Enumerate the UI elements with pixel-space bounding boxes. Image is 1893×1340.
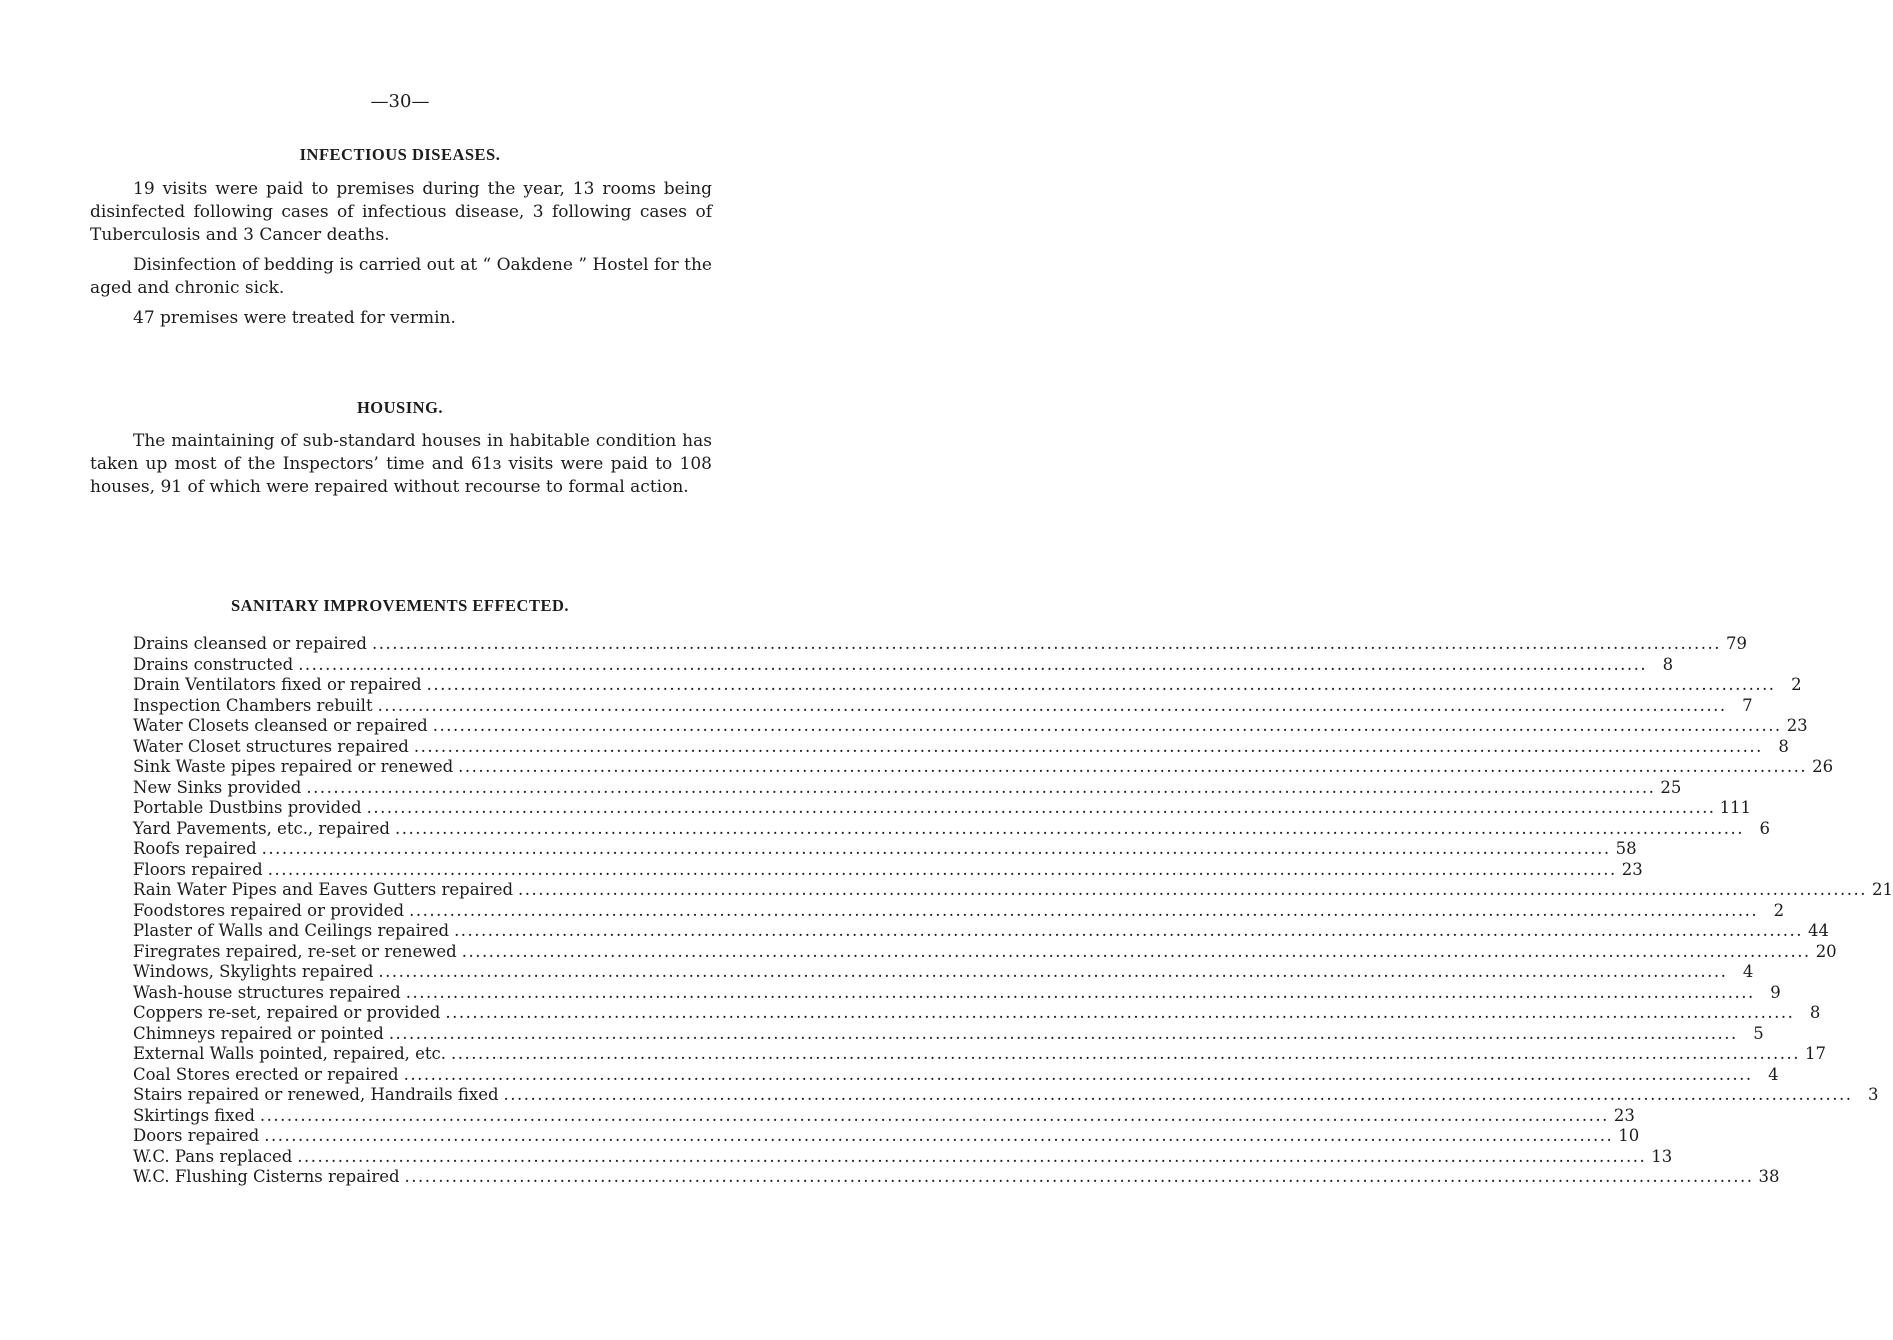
item-value: 13: [1651, 1146, 1673, 1166]
item-label: New Sinks provided: [133, 777, 302, 797]
item-value: 10: [1618, 1126, 1640, 1145]
dot-leader: ........................................................................................................................................................................................................: [297, 1146, 1647, 1166]
item-label: Wash-house structures repaired: [133, 982, 401, 1002]
item-label: External Walls pointed, repaired, etc.: [133, 1044, 447, 1063]
list-item: [133, 962, 1754, 983]
dot-leader: ........................................................................................................................................................................................................: [403, 1064, 1753, 1084]
item-value: 17: [1805, 1044, 1826, 1063]
infectious-diseases-heading: INFECTIOUS DISEASES.: [299, 145, 501, 164]
dot-leader: ........................................................................................................................................................................................................: [461, 941, 1811, 961]
item-value: 8: [1662, 654, 1674, 674]
item-value: 38: [1758, 1167, 1780, 1186]
item-label: Coppers re-set, repaired or provided: [133, 1003, 441, 1022]
list-item: [133, 921, 1830, 942]
list-item: [133, 1146, 1673, 1168]
list-item: [133, 1003, 1821, 1024]
item-value: 23: [1613, 1105, 1635, 1125]
item-value: 6: [1759, 818, 1770, 838]
item-label: Floors repaired: [133, 859, 263, 879]
infectious-paragraph-visits: 19 visits were paid to premises during the year, 13 rooms being disinfected following cases of infectious disease, 3 following cases of Tuberculosis and 3 Cancer deaths.: [90, 179, 712, 245]
dot-leader: ........................................................................................................................................................................................................: [298, 654, 1648, 674]
dot-leader: ........................................................................................................................................................................................................: [454, 921, 1804, 940]
list-item: [133, 1105, 1635, 1127]
dot-leader: ........................................................................................................................................................................................................: [432, 716, 1782, 735]
list-item: [133, 798, 1752, 819]
item-label: Drains constructed: [133, 654, 294, 674]
item-label: W.C. Pans replaced: [133, 1146, 293, 1166]
dot-leader: ........................................................................................................................................................................................................: [503, 1085, 1853, 1104]
item-label: Skirtings fixed: [133, 1105, 255, 1125]
item-value: 26: [1812, 757, 1834, 776]
item-value: 2: [1791, 675, 1802, 694]
item-label: Water Closet structures repaired: [133, 736, 409, 756]
list-item: [133, 757, 1834, 778]
item-label: Foodstores repaired or provided: [133, 900, 405, 920]
dot-leader: ........................................................................................................................................................................................................: [377, 695, 1727, 715]
list-item: [133, 1064, 1779, 1086]
item-value: 5: [1753, 1023, 1764, 1043]
dot-leader: ........................................................................................................................................................................................................: [405, 982, 1755, 1002]
dot-leader: ........................................................................................................................................................................................................: [306, 777, 1656, 797]
item-value: 58: [1615, 839, 1637, 858]
list-item: [133, 880, 1893, 901]
item-label: Chimneys repaired or pointed: [133, 1023, 384, 1043]
list-item: [133, 716, 1808, 737]
sanitary-improvements-heading: SANITARY IMPROVEMENTS EFFECTED.: [230, 596, 570, 615]
item-value: 25: [1660, 777, 1682, 797]
list-item: [133, 1167, 1780, 1188]
item-label: Rain Water Pipes and Eaves Gutters repaired: [133, 880, 514, 899]
dot-leader: ........................................................................................................................................................................................................: [261, 839, 1611, 858]
list-item: [133, 1044, 1826, 1065]
list-item: [133, 777, 1682, 799]
item-value: 23: [1786, 716, 1808, 735]
dot-leader: ........................................................................................................................................................................................................: [378, 962, 1728, 981]
page-number: —30—: [370, 91, 430, 112]
dot-leader: ........................................................................................................................................................................................................: [404, 1167, 1754, 1186]
dot-leader: ........................................................................................................................................................................................................: [366, 798, 1716, 817]
infectious-paragraph-bedding: Disinfection of bedding is carried out at “ Oakdene ” Hostel for the aged and chronic sick.: [90, 255, 712, 298]
list-item: [133, 839, 1637, 860]
item-value: 2: [1773, 900, 1785, 920]
dot-leader: ........................................................................................................................................................................................................: [371, 634, 1721, 653]
item-label: Windows, Skylights repaired: [133, 962, 374, 981]
item-label: Drains cleansed or repaired: [133, 634, 367, 653]
dot-leader: ........................................................................................................................................................................................................: [426, 675, 1776, 694]
dot-leader: ........................................................................................................................................................................................................: [413, 736, 1763, 756]
item-label: Stairs repaired or renewed, Handrails fixed: [133, 1085, 499, 1104]
dot-leader: ........................................................................................................................................................................................................: [264, 1126, 1614, 1145]
dot-leader: ........................................................................................................................................................................................................: [409, 900, 1759, 920]
dot-leader: ........................................................................................................................................................................................................: [445, 1003, 1795, 1022]
dot-leader: ........................................................................................................................................................................................................: [394, 818, 1744, 838]
list-item: [133, 654, 1674, 676]
list-item: [133, 941, 1837, 963]
item-label: Coal Stores erected or repaired: [133, 1064, 399, 1084]
list-item: [133, 982, 1781, 1004]
item-label: Roofs repaired: [133, 839, 257, 858]
list-item: [133, 900, 1785, 922]
list-item: [133, 859, 1643, 881]
item-label: Portable Dustbins provided: [133, 798, 362, 817]
item-value: 44: [1808, 921, 1830, 940]
dot-leader: ........................................................................................................................................................................................................: [267, 859, 1617, 879]
sanitary-improvements-list: [133, 634, 1893, 1188]
item-value: 4: [1742, 962, 1754, 981]
list-item: [133, 675, 1802, 696]
dot-leader: ........................................................................................................................................................................................................: [518, 880, 1868, 899]
item-value: 4: [1768, 1064, 1779, 1084]
item-label: Sink Waste pipes repaired or renewed: [133, 757, 454, 776]
list-item: [133, 1023, 1764, 1045]
item-value: 111: [1719, 798, 1752, 817]
item-label: Drain Ventilators fixed or repaired: [133, 675, 422, 694]
housing-heading: HOUSING.: [356, 398, 444, 417]
item-value: 9: [1770, 982, 1781, 1002]
dot-leader: ........................................................................................................................................................................................................: [451, 1044, 1800, 1063]
item-value: 7: [1742, 695, 1753, 715]
housing-paragraph: The maintaining of sub-standard houses in habitable condition has taken up most of the Inspectors’ time and 61ɜ visits were paid to 108 houses, 91 of which were repaired without recourse to formal action.: [90, 431, 712, 497]
item-value: 8: [1809, 1003, 1821, 1022]
list-item: [133, 695, 1753, 717]
item-value: 23: [1621, 859, 1643, 879]
dot-leader: ........................................................................................................................................................................................................: [388, 1023, 1738, 1043]
item-value: 3: [1868, 1085, 1879, 1104]
item-label: Firegrates repaired, re-set or renewed: [133, 941, 457, 961]
item-label: Inspection Chambers rebuilt: [133, 695, 373, 715]
item-label: Yard Pavements, etc., repaired: [133, 818, 390, 838]
item-label: Plaster of Walls and Ceilings repaired: [133, 921, 450, 940]
list-item: [133, 818, 1770, 840]
item-label: W.C. Flushing Cisterns repaired: [133, 1167, 400, 1186]
dot-leader: ........................................................................................................................................................................................................: [458, 757, 1808, 776]
infectious-paragraph-vermin: 47 premises were treated for vermin.: [133, 308, 456, 328]
item-label: Doors repaired: [133, 1126, 260, 1145]
item-value: 79: [1725, 634, 1747, 653]
item-value: 20: [1815, 941, 1837, 961]
list-item: [133, 1085, 1879, 1106]
item-label: Water Closets cleansed or repaired: [133, 716, 428, 735]
item-value: 8: [1778, 736, 1789, 756]
item-value: 21: [1872, 880, 1893, 899]
list-item: [133, 634, 1747, 655]
list-item: [133, 1126, 1640, 1147]
dot-leader: ........................................................................................................................................................................................................: [259, 1105, 1609, 1125]
list-item: [133, 736, 1789, 758]
